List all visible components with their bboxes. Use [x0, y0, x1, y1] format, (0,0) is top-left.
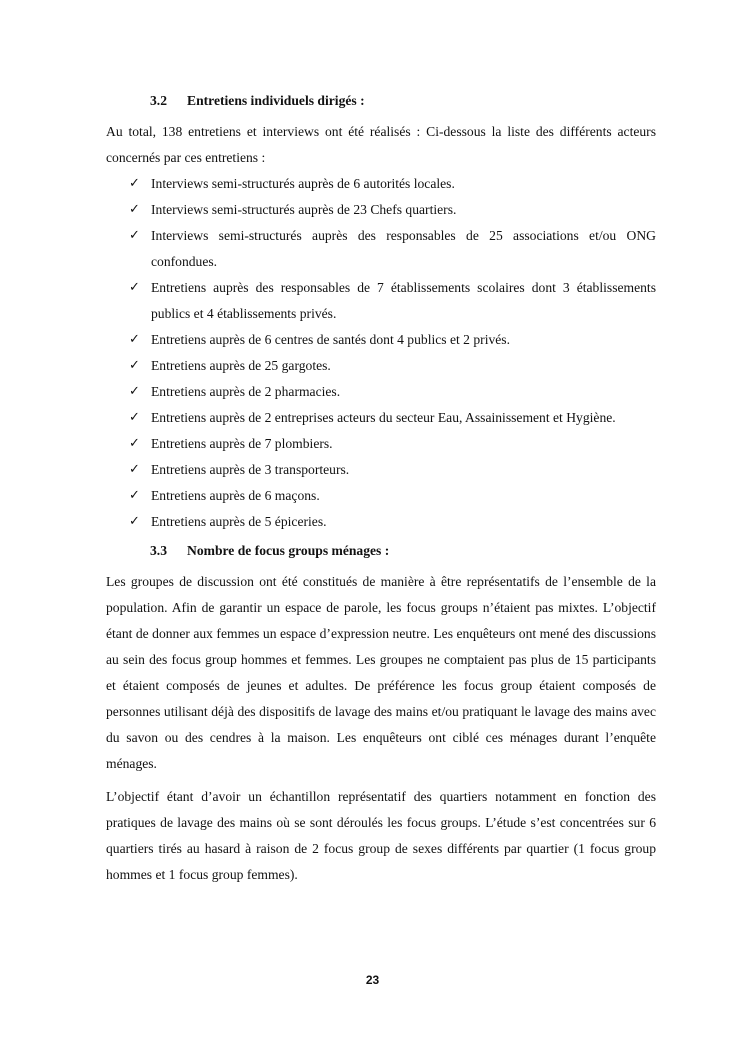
- list-item: [106, 353, 656, 379]
- list-item: [106, 171, 656, 197]
- check-icon: ✓: [129, 436, 140, 451]
- check-icon: ✓: [129, 358, 140, 373]
- check-icon: ✓: [129, 176, 140, 191]
- list-item-text: Entretiens auprès de 2 entreprises acteurs du secteur Eau, Assainissement et Hygiène.: [151, 410, 616, 425]
- list-item-text: Interviews semi-structurés auprès de 6 autorités locales.: [151, 176, 455, 191]
- list-item-text: Entretiens auprès de 2 pharmacies.: [151, 384, 341, 399]
- section-number: 3.2: [150, 93, 167, 108]
- list-item: [106, 197, 656, 223]
- list-item-text: Interviews semi-structurés auprès de 23 Chefs quartiers.: [151, 202, 457, 217]
- check-icon: ✓: [129, 332, 140, 347]
- check-icon: ✓: [129, 410, 140, 425]
- check-icon: ✓: [129, 202, 140, 217]
- list-item: [106, 509, 656, 535]
- list-item: [106, 275, 656, 327]
- section-title: Nombre de focus groups ménages :: [187, 543, 390, 558]
- list-item-text: Interviews semi-structurés auprès des responsables de 25 associations et/ou ONG confondues.: [151, 228, 656, 269]
- focus-groups-paragraph-2: L’objectif étant d’avoir un échantillon représentatif des quartiers notamment en fonction des pratiques de lavage des mains où se sont déroulés les focus groups. L’étude s’est concentrées sur 6 quartiers tirés au hasard à raison de 2 focus group de sexes différents par quartier (1 focus group hommes et 1 focus group femmes).: [106, 789, 656, 882]
- section-number: 3.3: [150, 543, 167, 558]
- list-item: [106, 379, 656, 405]
- page-content: [106, 88, 656, 888]
- check-icon: ✓: [129, 462, 140, 477]
- list-item-text: Entretiens auprès des responsables de 7 établissements scolaires dont 3 établissements publics et 4 établissements privés.: [151, 280, 656, 321]
- focus-groups-paragraph-1: Les groupes de discussion ont été constitués de manière à être représentatifs de l’ensemble de la population. Afin de garantir un espace de parole, les focus groups n’étaient pas mixtes. L’objectif étant de donner aux femmes un espace d’expression neutre. Les enquêteurs ont mené des discussions au sein des focus group hommes et femmes. Les groupes ne comptaient pas plus de 15 participants et étaient composés de jeunes et adultes. De préférence les focus group étaient composés de personnes utilisant déjà des dispositifs de lavage des mains et/ou pratiquant le lavage des mains avec du savon ou des cendres à la maison. Les enquêteurs ont ciblé ces ménages durant l’enquête ménages.: [106, 574, 656, 771]
- list-item: [106, 327, 656, 353]
- section-heading-3-3: [150, 538, 656, 564]
- list-item: [106, 405, 656, 431]
- page-number: 23: [365, 973, 380, 987]
- list-item: [106, 223, 656, 275]
- interview-list: [106, 171, 656, 535]
- check-icon: ✓: [129, 384, 140, 399]
- section-heading-3-2: [150, 88, 656, 114]
- list-item-text: Entretiens auprès de 5 épiceries.: [151, 514, 327, 529]
- list-item-text: Entretiens auprès de 7 plombiers.: [151, 436, 333, 451]
- list-item-text: Entretiens auprès de 6 centres de santés dont 4 publics et 2 privés.: [151, 332, 510, 347]
- list-item-text: Entretiens auprès de 3 transporteurs.: [151, 462, 350, 477]
- list-item: [106, 457, 656, 483]
- intro-paragraph: Au total, 138 entretiens et interviews ont été réalisés : Ci-dessous la liste des différents acteurs concernés par ces entretiens :: [106, 124, 656, 165]
- list-item-text: Entretiens auprès de 6 maçons.: [151, 488, 320, 503]
- list-item: [106, 483, 656, 509]
- section-title: Entretiens individuels dirigés :: [187, 93, 365, 108]
- check-icon: ✓: [129, 514, 140, 529]
- check-icon: ✓: [129, 488, 140, 503]
- list-item-text: Entretiens auprès de 25 gargotes.: [151, 358, 331, 373]
- check-icon: ✓: [129, 280, 140, 295]
- list-item: [106, 431, 656, 457]
- check-icon: ✓: [129, 228, 140, 243]
